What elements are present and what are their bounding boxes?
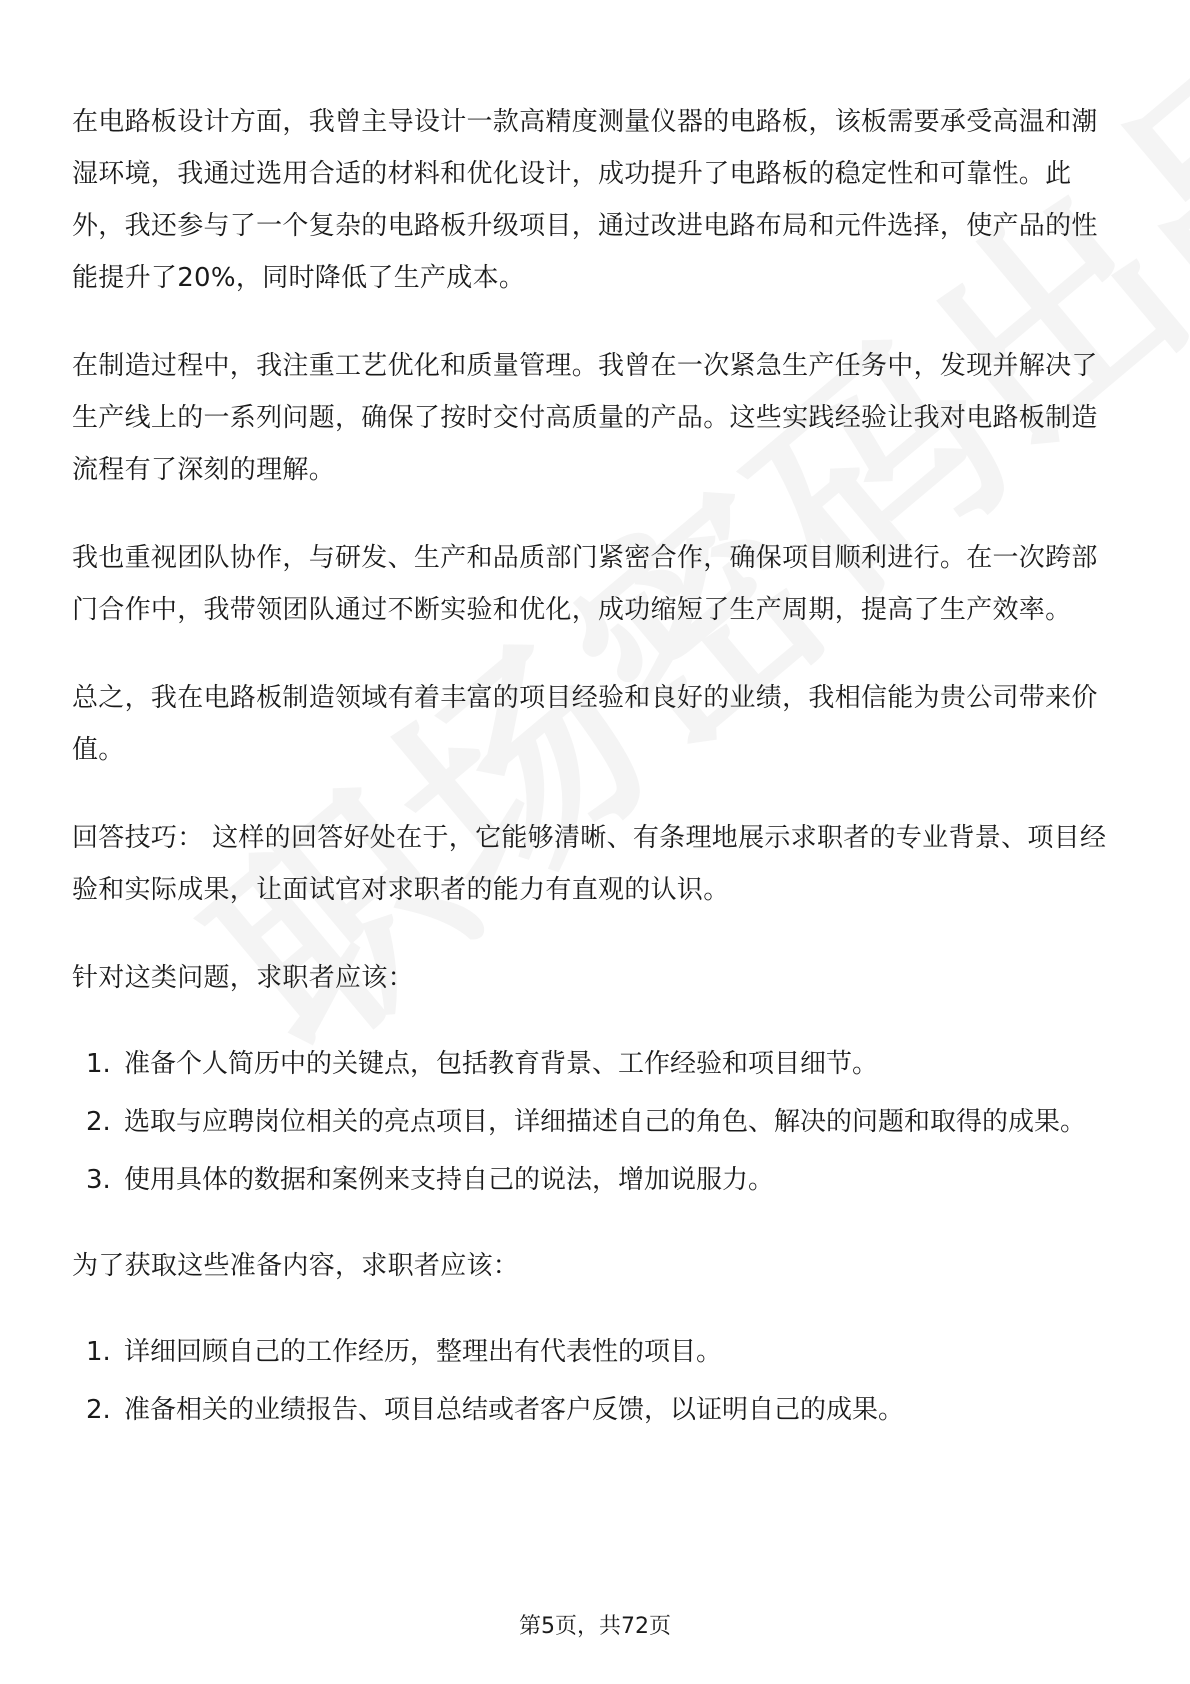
list-item bbox=[72, 1154, 1122, 1206]
list-number: 1. bbox=[86, 1049, 111, 1079]
list-item bbox=[72, 1038, 1122, 1090]
paragraph-manufacturing: 在制造过程中，我注重工艺优化和质量管理。我曾在一次紧急生产任务中，发现并解决了生产线上的一系列问题，确保了按时交付高质量的产品。这些实践经验让我对电路板制造流程有了深刻的理解。 bbox=[72, 351, 1098, 485]
section1-list bbox=[72, 1038, 1122, 1206]
list-item bbox=[72, 1326, 1122, 1378]
list-number: 2. bbox=[86, 1107, 111, 1137]
page-content bbox=[72, 96, 1122, 1470]
list-item-text: 详细回顾自己的工作经历，整理出有代表性的项目。 bbox=[124, 1337, 723, 1367]
list-number: 3. bbox=[86, 1165, 111, 1195]
list-item bbox=[72, 1096, 1122, 1148]
paragraph-teamwork: 我也重视团队协作，与研发、生产和品质部门紧密合作，确保项目顺利进行。在一次跨部门合作中，我带领团队通过不断实验和优化，成功缩短了生产周期，提高了生产效率。 bbox=[72, 543, 1098, 625]
paragraph-design: 在电路板设计方面，我曾主导设计一款高精度测量仪器的电路板，该板需要承受高温和潮湿环境，我通过选用合适的材料和优化设计，成功提升了电路板的稳定性和可靠性。此外，我还参与了一个复杂的电路板升级项目，通过改进电路布局和元件选择，使产品的性能提升了20%，同时降低了生产成本。 bbox=[72, 107, 1098, 293]
paragraph-answer-tips: 回答技巧： 这样的回答好处在于，它能够清晰、有条理地展示求职者的专业背景、项目经验和实际成果，让面试官对求职者的能力有直观的认识。 bbox=[72, 823, 1107, 905]
list-item-text: 准备个人简历中的关键点，包括教育背景、工作经验和项目细节。 bbox=[124, 1049, 879, 1079]
list-item-text: 选取与应聘岗位相关的亮点项目，详细描述自己的角色、解决的问题和取得的成果。 bbox=[124, 1107, 1087, 1137]
section2-intro: 为了获取这些准备内容，求职者应该： bbox=[72, 1251, 520, 1281]
paragraph-summary: 总之，我在电路板制造领域有着丰富的项目经验和良好的业绩，我相信能为贵公司带来价值。 bbox=[72, 683, 1098, 765]
list-item-text: 使用具体的数据和案例来支持自己的说法，增加说服力。 bbox=[124, 1165, 775, 1195]
list-number: 2. bbox=[86, 1395, 111, 1425]
section1-intro: 针对这类问题，求职者应该： bbox=[72, 963, 414, 993]
list-number: 1. bbox=[86, 1337, 111, 1367]
section2-list bbox=[72, 1326, 1122, 1436]
page-number-footer: 第5页，共72页 bbox=[519, 1614, 671, 1639]
list-item-text: 准备相关的业绩报告、项目总结或者客户反馈，以证明自己的成果。 bbox=[124, 1395, 905, 1425]
list-item bbox=[72, 1384, 1122, 1436]
